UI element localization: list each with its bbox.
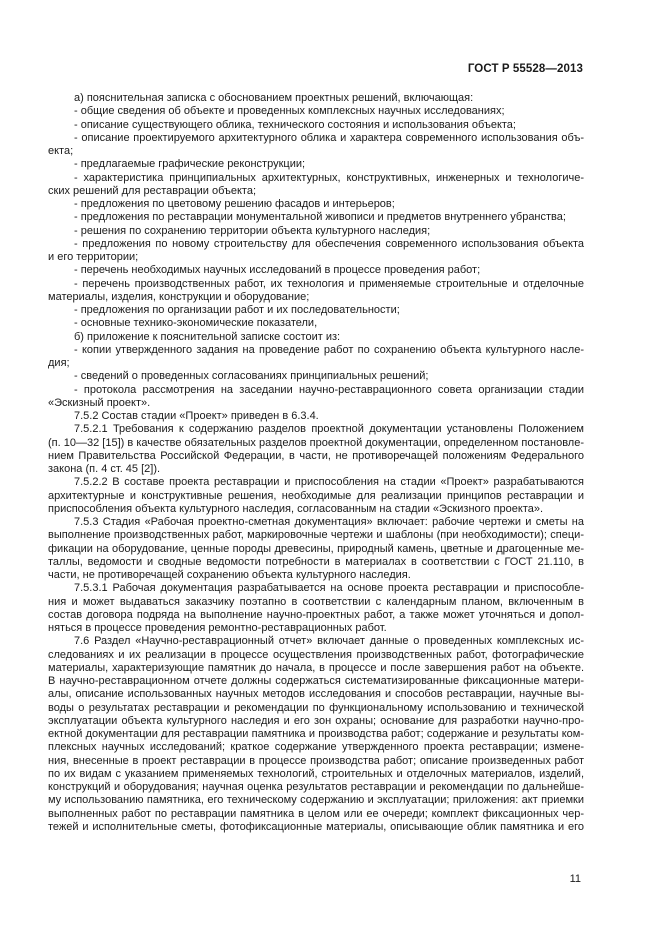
text-line: ектной документации для реставрации памятника и производства работ; содержание и результаты ком-	[48, 728, 584, 740]
page-number: 11	[569, 873, 581, 885]
text-line: состав договора подряда на выполнение научно-проектных работ, а также может уточняться и допол-	[48, 608, 584, 621]
text-line: материалы, изделия, конструкции и оборудование;	[48, 290, 310, 303]
text-line: 7.5.3.1 Рабочая документация разрабатывается на основе проекта реставрации и приспособле-	[74, 582, 584, 595]
text-line: алы, описание использованных научных методов исследования и способов реставрации, научные вы-	[48, 688, 584, 701]
text-line: - решения по сохранению территории объекта культурного наследия;	[74, 224, 431, 237]
text-line: - характеристика принципиальных архитектурных, конструктивных, инженерных и технологиче-	[74, 171, 584, 184]
text-line: - предложения по реставрации монументальной живописи и предметов внутреннего убранства;	[74, 211, 566, 224]
text-line: а) пояснительная записка с обоснованием проектных решений, включающая:	[74, 92, 474, 104]
text-line: архитектурные и конструктивные решения, необходимые для реализации принципов реставрации и	[48, 489, 584, 502]
text-line: 7.6 Раздел «Научно-реставрационный отчет» включает данные о проведенных комплексных ис-	[74, 635, 584, 648]
text-line: (п. 10—32 [15]) в качестве обязательных разделов проектной документации, определенном постановле-	[48, 436, 584, 449]
text-line: таллы, ведомости и сводные ведомости потребности в материалах в соответствии с ГОСТ 21.110, в	[48, 555, 584, 568]
text-line: - описание проектируемого архитектурного облика и характера современного использования объ-	[74, 131, 584, 144]
text-line: части, не противоречащей сохранению объекта культурного наследия.	[48, 569, 411, 581]
document-body	[48, 92, 584, 834]
text-line: воды о результатах реставрации и рекомендации по функциональному использованию и технической	[48, 701, 584, 714]
text-line: - протокола рассмотрения на заседании научно-реставрационного совета организации стадии	[74, 383, 584, 396]
text-line: материалы, характеризующие памятник до начала, в процессе и после завершения работ на объекте.	[48, 661, 584, 674]
text-line: тежей и исполнительные сметы, фотофиксационные материалы, описывающие облик памятника и его	[48, 820, 584, 833]
text-line: «Эскизный проект».	[48, 396, 151, 409]
text-line: няться в процессе проведения ремонтно-реставрационных работ.	[48, 622, 387, 634]
text-line: В научно-реставрационном отчете должны содержаться систематизированные фиксационные матери-	[48, 675, 584, 687]
text-line: ния и может выдаваться заказчику поэтапно в соответствии с календарным планом, включенным в	[48, 595, 584, 608]
text-line: - перечень необходимых научных исследований в процессе проведения работ;	[74, 264, 481, 277]
text-line: выполненных работ по реставрации памятника в целом или ее очереди; комплект фиксационных чер-	[48, 807, 584, 820]
text-line: и его территории;	[48, 251, 139, 263]
text-line: му использованию памятника, его техническому содержанию и эксплуатации; приложения: акт приемки	[48, 794, 584, 807]
text-line: - предложения по новому строительству для обеспечения современного использования объекта	[74, 237, 584, 250]
text-line: нием Правительства Российской Федерации, в части, не противоречащей положениям Федерального	[48, 449, 584, 462]
text-line: - общие сведения об объекте и проведенных комплексных научных исследованиях;	[74, 105, 505, 118]
text-line: - основные технико-экономические показатели,	[74, 317, 318, 330]
text-line: 7.5.2.1 Требования к содержанию разделов проектной документации установлены Положением	[74, 423, 584, 436]
text-line: следованиях и их реализации в процессе осуществления производственных работ, фотографические	[48, 648, 584, 661]
text-line: - перечень производственных работ, их технология и применяемые строительные и отделочные	[74, 277, 584, 290]
text-line: - копии утвержденного задания на проведение работ по сохранению объекта культурного насле-	[74, 343, 584, 356]
text-line: - предложения по цветовому решению фасадов и интерьеров;	[74, 198, 395, 210]
text-line: приспособления объекта культурного наследия, согласованным на стадии «Эскизного проекта».	[48, 502, 544, 515]
text-line: 7.5.2.2 В составе проекта реставрации и приспособления на стадии «Проект» разрабатываются	[74, 476, 584, 489]
text-line: ских решений для реставрации объекта;	[48, 184, 257, 197]
text-line: - предложения по организации работ и их последовательности;	[74, 304, 400, 316]
text-line: эксплуатации объекта культурного наследия и его зон охраны; основание для разработки научно-про-	[48, 714, 584, 727]
text-line: 7.5.2 Состав стадии «Проект» приведен в 6.3.4.	[74, 410, 319, 422]
text-line: ния, внесенные в проект реставрации в процессе производства работ; описание произведенных работ	[48, 754, 584, 767]
text-line: - сведений о проведенных согласованиях принципиальных решений;	[74, 370, 429, 383]
text-line: закона (п. 4 ст. 45 [2]).	[48, 463, 161, 475]
text-line: - предлагаемые графические реконструкции;	[74, 158, 306, 171]
text-line: дия;	[48, 357, 70, 369]
text-line: по их видам с указанием применяемых технологий, строительных и отделочных материалов, изделий,	[48, 767, 584, 780]
text-line: выполнение производственных работ, маркировочные чертежи и шаблоны (при необходимости); специ-	[48, 529, 584, 542]
text-line: фикации на оборудование, ценные породы древесины, природный камень, цветные и драгоценные ме-	[48, 542, 584, 555]
text-line: екта;	[48, 145, 74, 157]
text-line: б) приложение к пояснительной записке состоит из:	[74, 330, 341, 343]
text-line: плексных научных исследований; краткое содержание утвержденного проекта реставрации; измене-	[48, 741, 584, 754]
document-standard-id: ГОСТ Р 55528—2013	[467, 63, 583, 75]
text-line: 7.5.3 Стадия «Рабочая проектно-сметная документация» включает: рабочие чертежи и сметы на	[74, 516, 584, 528]
text-line: конструкций и оборудования; научная оценка результатов реставрации и рекомендации по дальнейше-	[48, 781, 584, 793]
text-line: - описание существующего облика, технического состояния и использования объекта;	[74, 118, 516, 131]
